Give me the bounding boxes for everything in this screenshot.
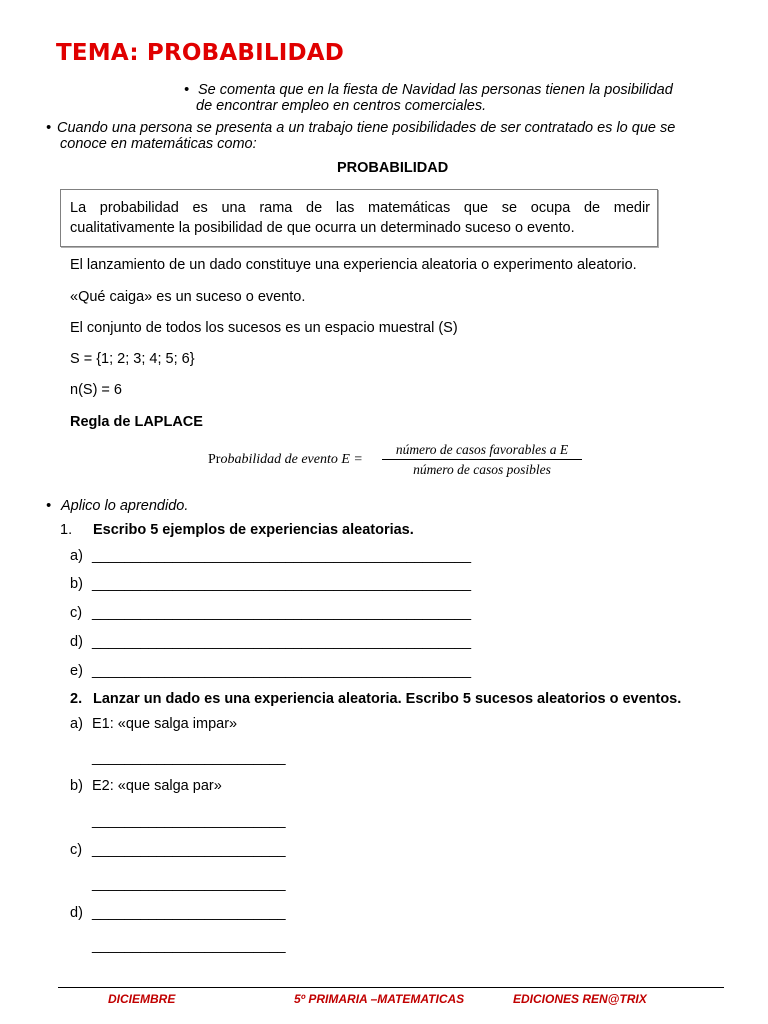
laplace-rule-title: Regla de LAPLACE <box>70 414 203 430</box>
q2-item-answer-line[interactable]: ________________________ <box>92 842 286 858</box>
q1-item-answer-line[interactable]: _______________________________________________ <box>92 605 472 621</box>
q1-item-answer-line[interactable]: _______________________________________________ <box>92 663 472 679</box>
q1-number: 1. <box>60 522 73 538</box>
formula-lhs <box>208 452 363 468</box>
event-concept: «Qué caiga» es un suceso o evento. <box>70 289 306 305</box>
formula-denominator: número de casos posibles <box>413 462 551 477</box>
q2-item-answer-line[interactable]: ________________________ <box>92 938 286 954</box>
q1-item-letter: b) <box>70 576 83 592</box>
footer-course: 5º PRIMARIA –MATEMATICAS <box>294 992 465 1006</box>
fraction-bar <box>382 459 582 460</box>
footer-divider <box>58 987 724 988</box>
q2-text: Lanzar un dado es una experiencia aleatoria. Escribo 5 sucesos aleatorios o eventos. <box>93 691 682 707</box>
section-heading: PROBABILIDAD <box>337 160 449 176</box>
formula-lhs-rest: obabilidad de evento E = <box>220 452 363 467</box>
q1-item-letter: c) <box>70 605 83 621</box>
q1-item-letter: d) <box>70 634 83 650</box>
bullet-marker: • <box>184 82 190 98</box>
sample-space-set: S = {1; 2; 3; 4; 5; 6} <box>70 351 195 367</box>
q2-item-text: E1: «que salga impar» <box>92 716 238 732</box>
intro-bullet2-line2: conoce en matemáticas como: <box>60 136 257 152</box>
q2-item-letter: c) <box>70 842 83 858</box>
q2-item-answer-line[interactable]: ________________________ <box>92 750 286 766</box>
q2-item-letter: a) <box>70 716 83 732</box>
practice-label: Aplico lo aprendido. <box>61 498 189 514</box>
definition-line2: cualitativamente la posibilidad de que ocurra un determinado suceso o evento. <box>70 220 575 236</box>
q2-number: 2. <box>70 691 83 707</box>
intro-bullet2-line1: Cuando una persona se presenta a un trabajo tiene posibilidades de ser contratado es lo que se <box>57 120 676 136</box>
q1-item-answer-line[interactable]: _______________________________________________ <box>92 634 472 650</box>
definition-text <box>70 198 650 238</box>
q1-item-answer-line[interactable]: _______________________________________________ <box>92 576 472 592</box>
footer-publisher: EDICIONES REN@TRIX <box>513 992 647 1006</box>
q1-item-letter: a) <box>70 548 83 564</box>
q1-item-answer-line[interactable]: _______________________________________________ <box>92 548 472 564</box>
q2-item-text: E2: «que salga par» <box>92 778 222 794</box>
formula-fraction <box>382 442 582 478</box>
intro-bullet1-line2: de encontrar empleo en centros comerciales. <box>196 98 487 114</box>
definition-line1: La probabilidad es una rama de las matemáticas que se ocupa de medir <box>70 200 650 216</box>
formula-numerator: número de casos favorables a E <box>395 442 569 457</box>
definition-box <box>60 189 658 247</box>
page-title: TEMA: PROBABILIDAD <box>56 40 345 66</box>
q2-item-answer-line[interactable]: ________________________ <box>92 905 286 921</box>
bullet-marker: • <box>46 498 52 514</box>
sample-space-count: n(S) = 6 <box>70 382 122 398</box>
footer-month: DICIEMBRE <box>108 992 176 1006</box>
q2-item-answer-line[interactable]: ________________________ <box>92 876 286 892</box>
sample-space-concept: El conjunto de todos los sucesos es un espacio muestral (S) <box>70 320 458 336</box>
q1-text: Escribo 5 ejemplos de experiencias aleatorias. <box>93 522 414 538</box>
formula-lhs-pr: Pr <box>208 452 221 467</box>
intro-bullet1-line1: Se comenta que en la fiesta de Navidad las personas tienen la posibilidad <box>198 82 673 98</box>
q1-item-letter: e) <box>70 663 83 679</box>
q2-item-letter: d) <box>70 905 83 921</box>
q2-item-answer-line[interactable]: ________________________ <box>92 813 286 829</box>
bullet-marker: • <box>46 120 52 136</box>
dice-concept: El lanzamiento de un dado constituye una experiencia aleatoria o experimento aleatorio. <box>70 257 637 273</box>
q2-item-letter: b) <box>70 778 83 794</box>
